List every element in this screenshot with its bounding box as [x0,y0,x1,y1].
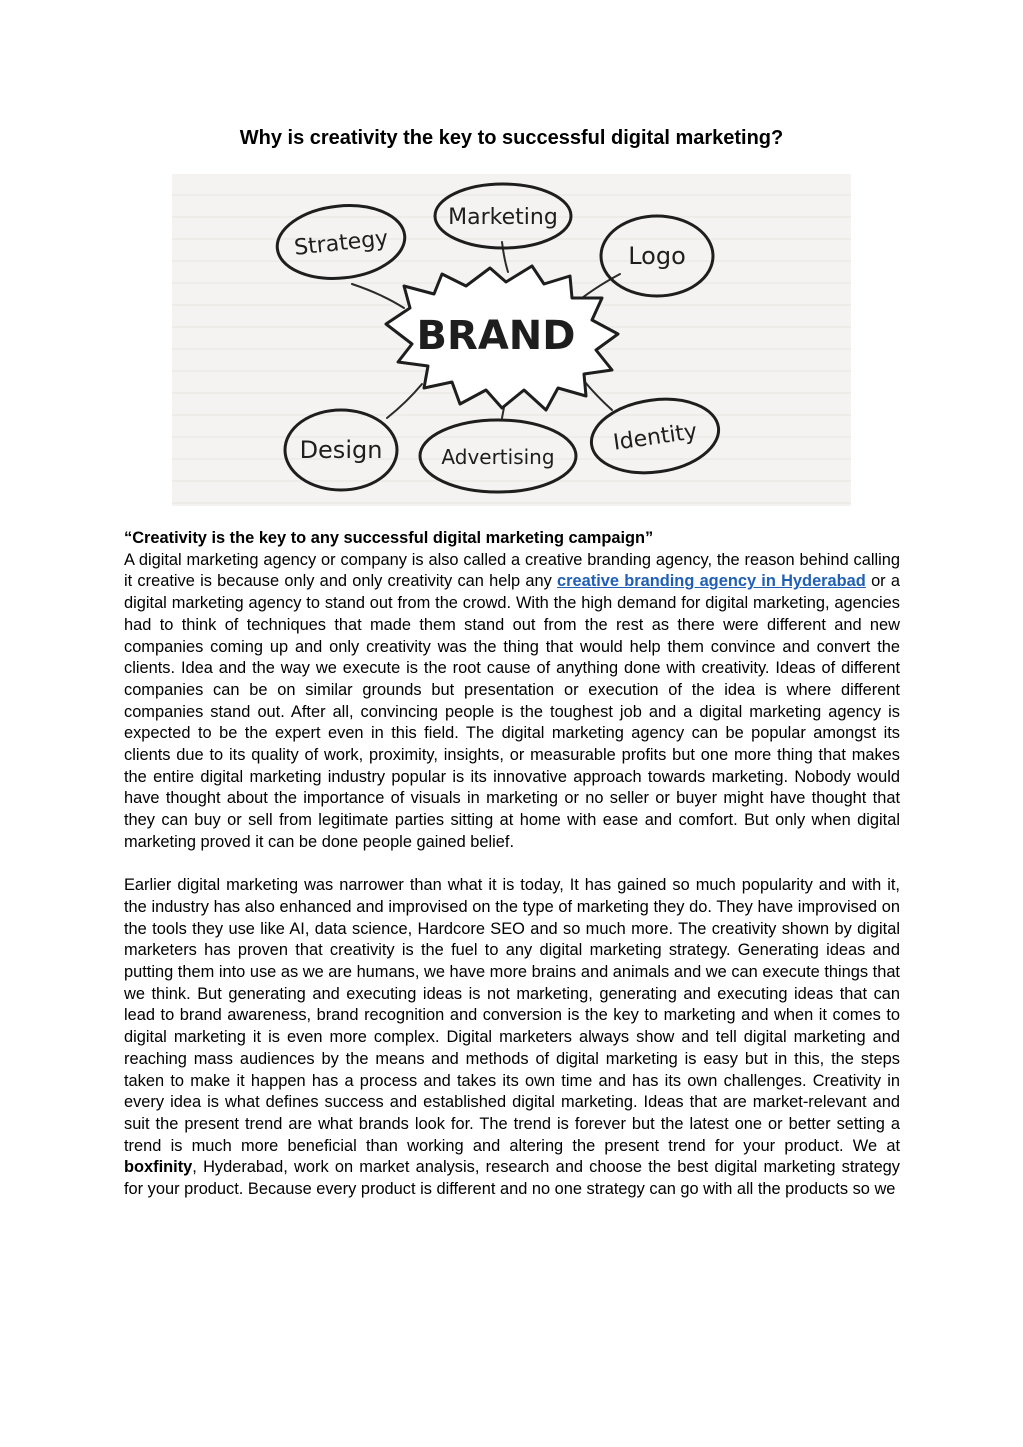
paragraph-2 [124,875,900,1201]
paragraph-1 [124,528,900,854]
article-body [124,528,900,1201]
page-title: Why is creativity the key to successful digital marketing? [239,127,784,149]
paragraph-1-text-start: A digital marketing agency or company is also called a creative branding agency, the reason behind calling it creative is because only and only creativity can help any [124,550,900,591]
logo-node-label: Logo [628,242,686,270]
marketing-node-label: Marketing [448,205,558,230]
creative-branding-agency-link[interactable]: creative branding agency in Hyderabad [557,572,866,591]
quote-heading: “Creativity is the key to any successful digital marketing campaign” [124,529,654,547]
paragraph-spacer [124,854,900,876]
paragraph-1-text-end: or a digital marketing agency to stand out from the crowd. With the high demand for digital marketing, agencies had to think of techniques that made them stand out from the rest as there were different and new companies coming up and only creativity was the thing that would help them convince and convert the clients. Idea and the way we execute is the root cause of anything done with creativity. Ideas of different companies can be on similar grounds but presentation or execution of the idea is where different companies stand out. After all, convincing people is the toughest job and a digital marketing agency is expected to be the expert even in this field. The digital marketing agency can be popular amongst its clients due to its quality of work, proximity, insights, or measurable profits but one more thing that makes the entire digital marketing industry popular is its innovative approach towards marketing. Nobody would have thought about the importance of visuals in marketing or no seller or buyer might have thought that they can buy or sell from legitimate parties sitting at home with ease and comfort. But only when digital marketing proved it can be done people gained belief. [124,572,900,851]
brand-mindmap-image [172,174,851,506]
identity-node-label: Identity [611,419,699,456]
brand-center-label: BRAND [416,313,576,359]
brand-name: boxfinity [124,1158,193,1177]
design-node-label: Design [299,436,383,464]
paragraph-2-text-start: Earlier digital marketing was narrower than what it is today, It has gained so much popularity and with it, the industry has also enhanced and improvised on the type of marketing they do. They have improvised on the tools they use like AI, data science, Hardcore SEO and so much more. The creativity shown by digital marketers has proven that creativity is the fuel to any digital marketing strategy. Generating ideas and putting them into use as we are humans, we have more brains and animals and we can execute things that we think. But generating and executing ideas is not marketing, generating and executing ideas that can lead to brand awareness, brand recognition and conversion is the key to marketing and when it comes to digital marketing it is even more complex. Digital marketers always show and tell digital marketing and reaching mass audiences by the means and methods of digital marketing is easy but in this, the steps taken to make it happen has a process and takes its own time and has its own challenges. Creativity in every idea is what defines success and established digital marketing. Ideas that are market-relevant and suit the present trend are what brands look for. The trend is forever but the latest one or better setting a trend is much more beneficial than working and altering the present trend for your product. We at [124,876,900,1155]
strategy-node-label: Strategy [292,226,390,261]
advertising-node-label: Advertising [441,445,555,469]
paragraph-2-text-end: , Hyderabad, work on market analysis, research and choose the best digital marketing strategy for your product. Because every product is different and no one strategy can go with all the products so we [124,1158,900,1199]
